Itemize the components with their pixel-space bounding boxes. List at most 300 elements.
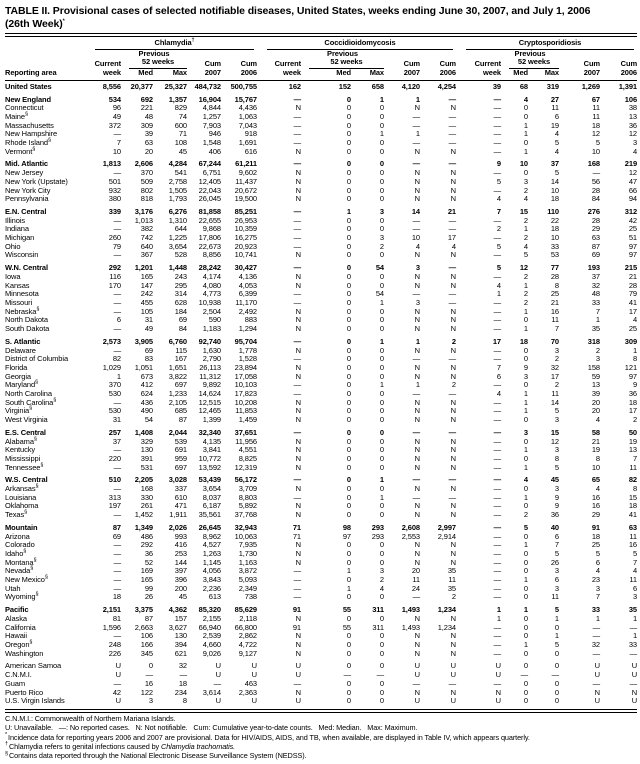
value-cell: 500,755 — [230, 81, 257, 91]
value-cell: N — [295, 640, 301, 649]
value-cell: 9,892 — [202, 380, 221, 390]
value-cell: — — [293, 206, 301, 216]
reporting-area-cell: Colorado — [5, 540, 35, 550]
value-cell: 3 — [379, 233, 384, 243]
value-cell: 1 — [415, 94, 420, 104]
value-cell: 257 — [108, 427, 121, 437]
value-cell: N — [414, 194, 420, 204]
value-cell: 1,183 — [202, 324, 221, 334]
value-cell: 0 — [346, 540, 351, 550]
value-cell: 22,043 — [198, 185, 221, 195]
current-label: Current — [274, 59, 301, 69]
value-cell: 69 — [591, 250, 600, 260]
value-cell: 406 — [208, 146, 221, 156]
value-cell: 673 — [140, 371, 153, 381]
value-cell: 276 — [587, 206, 600, 216]
value-cell: 6 — [595, 557, 600, 567]
value-cell: 193 — [587, 263, 600, 273]
value-cell: N — [295, 687, 301, 697]
table-row — [5, 494, 637, 503]
value-cell: 15 — [628, 492, 638, 502]
value-cell: N — [414, 648, 420, 658]
value-cell: 1 — [415, 380, 420, 390]
value-cell: — — [448, 263, 456, 273]
value-cell: — — [113, 324, 121, 334]
value-cell: — — [113, 557, 121, 567]
value-cell: N — [295, 194, 301, 204]
value-cell: 528 — [174, 250, 187, 260]
value-cell: U — [495, 696, 501, 706]
value-cell: 16 — [628, 540, 638, 550]
weeks52-label: 52 weeks — [301, 58, 384, 69]
value-cell: 4 — [554, 146, 559, 156]
value-cell: 48 — [144, 111, 153, 121]
table-row — [5, 139, 637, 148]
value-cell: 3 — [595, 583, 600, 593]
value-cell: N — [450, 540, 456, 550]
disease-coccidioidomycosis: Coccidioidomycosis — [257, 39, 456, 50]
reporting-area-cell: Alabama§ — [5, 436, 37, 446]
section-marker: § — [5, 750, 8, 757]
value-cell: 0 — [379, 185, 384, 195]
value-cell: N — [414, 436, 420, 446]
value-cell: 0 — [523, 613, 528, 623]
value-cell: 1,357 — [168, 94, 187, 104]
value-cell: 121 — [624, 362, 638, 372]
value-cell: 2,663 — [134, 622, 153, 632]
value-cell: 0 — [346, 306, 351, 316]
value-cell: 391 — [140, 453, 153, 463]
value-cell: — — [448, 427, 456, 437]
value-cell: 10,103 — [234, 380, 257, 390]
value-cell: 1,263 — [202, 548, 221, 558]
value-cell: 50 — [628, 427, 638, 437]
reporting-area-cell: Tennessee§ — [5, 462, 44, 472]
value-cell: 530 — [108, 389, 121, 399]
value-cell: N — [295, 548, 301, 558]
value-cell: 8,962 — [202, 531, 221, 541]
footnote-legend: U: Unavailable. —: No reported cases. N: Not notifiable. Cum: Cumulative year-to-date counts. Med: Median. Max: Maximum. — [5, 723, 418, 733]
value-cell: 19 — [628, 436, 638, 446]
value-cell: 66 — [628, 185, 638, 195]
reporting-area-cell: Idaho§ — [5, 548, 27, 558]
value-cell: 4 — [632, 315, 638, 325]
value-cell: 168 — [587, 159, 600, 169]
value-cell: 309 — [140, 120, 153, 130]
value-cell: 67 — [591, 94, 600, 104]
value-cell: 3 — [523, 176, 528, 186]
value-cell: 1,225 — [168, 233, 187, 243]
value-cell: 85,320 — [198, 605, 221, 615]
value-cell: 84 — [591, 194, 600, 204]
table-row — [5, 559, 637, 568]
value-cell: — — [293, 427, 301, 437]
value-cell: — — [113, 583, 121, 593]
value-cell: — — [412, 159, 420, 169]
value-cell: 4,135 — [202, 436, 221, 446]
value-cell: 13 — [628, 111, 638, 121]
value-cell: 658 — [371, 81, 384, 91]
value-cell: — — [493, 540, 501, 550]
value-cell: 946 — [208, 129, 221, 139]
value-cell: 4,056 — [202, 566, 221, 576]
value-cell: 54 — [375, 263, 384, 273]
value-cell: 0 — [379, 146, 384, 156]
value-cell: — — [493, 622, 501, 632]
value-cell: — — [293, 120, 301, 130]
value-cell: 1 — [523, 575, 528, 585]
value-cell: 10,938 — [198, 297, 221, 307]
value-cell: 110 — [547, 206, 559, 216]
value-cell: 25 — [591, 540, 600, 550]
value-cell: 0 — [379, 159, 384, 169]
value-cell: 261 — [140, 501, 153, 511]
table-row — [5, 624, 637, 633]
value-cell: 959 — [174, 453, 187, 463]
value-cell: 108 — [174, 138, 187, 148]
value-cell: 167 — [174, 354, 187, 364]
value-cell: 97 — [628, 371, 638, 381]
value-cell: 2,044 — [168, 427, 187, 437]
value-cell: 2,118 — [239, 613, 257, 623]
value-cell: 510 — [108, 475, 121, 485]
value-cell: 215 — [624, 263, 638, 273]
value-cell: 0 — [346, 557, 351, 567]
value-cell: 2,573 — [102, 336, 121, 346]
value-cell: 1 — [379, 336, 384, 346]
value-cell: 0 — [379, 315, 384, 325]
value-cell: 42 — [112, 687, 121, 697]
year-2007-label: 2007 — [187, 69, 221, 80]
table-row — [5, 550, 637, 559]
value-cell: 1,257 — [202, 111, 221, 121]
value-cell: 32,340 — [198, 427, 221, 437]
value-cell: 63 — [591, 233, 600, 243]
value-cell: 1,730 — [238, 548, 257, 558]
value-cell: 0 — [523, 354, 528, 364]
value-cell: 11 — [551, 103, 559, 113]
value-cell: 42 — [628, 215, 638, 225]
value-cell: 1 — [523, 280, 528, 290]
value-cell: 32 — [591, 280, 600, 290]
value-cell: 1 — [379, 94, 384, 104]
value-cell: 0 — [379, 224, 384, 234]
value-cell: N — [414, 445, 420, 455]
value-cell: 21 — [550, 297, 559, 307]
value-cell: N — [295, 484, 301, 494]
value-cell: 87 — [144, 613, 153, 623]
value-cell: 1,813 — [102, 159, 121, 169]
value-cell: 0 — [523, 315, 528, 325]
value-cell: 0 — [523, 648, 528, 658]
reporting-area-cell: C.N.M.I. — [5, 670, 32, 680]
value-cell: 0 — [523, 453, 528, 463]
value-cell: 36 — [628, 389, 638, 399]
value-cell: — — [113, 566, 121, 576]
value-cell: N — [295, 406, 301, 416]
value-cell: 36 — [144, 548, 153, 558]
value-cell: 1,691 — [238, 138, 257, 148]
value-cell: 99 — [144, 583, 153, 593]
value-cell: 9,127 — [238, 648, 257, 658]
value-cell: 7,935 — [238, 540, 257, 550]
value-cell: 17,806 — [198, 233, 221, 243]
value-cell: 130 — [174, 631, 187, 641]
value-cell: 311 — [372, 605, 384, 615]
value-cell: 15,767 — [234, 94, 257, 104]
value-cell: 0 — [346, 501, 351, 511]
value-cell: 3 — [554, 345, 559, 355]
value-cell: 918 — [244, 129, 257, 139]
value-cell: — — [493, 501, 501, 511]
cum-label: Cum — [620, 59, 638, 69]
value-cell: — — [448, 297, 456, 307]
value-cell: 0 — [379, 687, 384, 697]
value-cell: — — [493, 531, 501, 541]
value-cell: N — [295, 501, 301, 511]
value-cell: 802 — [140, 185, 153, 195]
table-row — [5, 204, 637, 217]
value-cell: 1 — [595, 315, 600, 325]
value-cell: N — [295, 103, 301, 113]
value-cell: 0 — [346, 129, 351, 139]
value-cell: — — [113, 224, 121, 234]
value-cell: 26,113 — [199, 362, 221, 372]
value-cell: 1,349 — [134, 522, 153, 532]
value-cell: 92,740 — [198, 336, 221, 346]
reporting-area-cell: E.S. Central — [5, 427, 46, 437]
value-cell: 26 — [550, 557, 559, 567]
table-row — [5, 533, 637, 542]
value-cell: 4,053 — [238, 280, 257, 290]
footnotes — [5, 714, 637, 760]
value-cell: — — [113, 540, 121, 550]
value-cell: 17 — [492, 336, 501, 346]
value-cell: — — [412, 592, 420, 602]
value-cell: 260 — [108, 233, 121, 243]
value-cell: 40 — [550, 522, 559, 532]
reporting-area-cell: Texas§ — [5, 509, 28, 520]
value-cell: 87 — [178, 415, 187, 425]
value-cell: 3,709 — [238, 484, 257, 494]
reporting-area-cell: Vermont§ — [5, 146, 36, 156]
value-cell: 2,758 — [168, 176, 187, 186]
value-cell: 0 — [346, 436, 351, 446]
value-cell: 7 — [496, 206, 501, 216]
value-cell: 27 — [550, 94, 559, 104]
value-cell: — — [113, 306, 121, 316]
reporting-area-cell: Florida — [5, 362, 28, 372]
value-cell: 81,858 — [198, 206, 221, 216]
value-cell: 23,894 — [234, 362, 257, 372]
value-cell: 0 — [523, 103, 528, 113]
value-cell: N — [295, 345, 301, 355]
value-cell: N — [414, 510, 420, 520]
value-cell: 71 — [292, 522, 301, 532]
value-cell: 15 — [550, 427, 559, 437]
value-cell: — — [493, 678, 501, 688]
reporting-area-cell: Montana§ — [5, 557, 37, 567]
value-cell: 14 — [550, 176, 559, 186]
value-cell: 3 — [379, 206, 384, 216]
value-cell: — — [493, 427, 501, 437]
value-cell: 4,551 — [238, 445, 257, 455]
value-cell: N — [631, 687, 638, 697]
value-cell: U — [115, 661, 121, 671]
value-cell: 1 — [496, 605, 501, 615]
value-cell: N — [414, 280, 420, 290]
value-cell: 19 — [550, 120, 559, 130]
value-cell: 0 — [554, 696, 559, 706]
reporting-area-cell: Connecticut — [5, 103, 44, 113]
value-cell: N — [414, 687, 420, 697]
value-cell: 0 — [346, 640, 351, 649]
value-cell: 0 — [523, 345, 528, 355]
value-cell: 0 — [379, 510, 384, 520]
value-cell: 18 — [591, 531, 600, 541]
value-cell: 11 — [551, 315, 559, 325]
value-cell: 0 — [346, 427, 351, 437]
value-cell: 25 — [550, 289, 559, 299]
value-cell: 6 — [554, 575, 559, 585]
table-row — [5, 355, 637, 364]
reporting-area-cell: Mountain — [5, 522, 38, 532]
value-cell: 10 — [591, 146, 600, 156]
value-cell: N — [450, 280, 456, 290]
value-cell: 2 — [379, 241, 384, 251]
value-cell: N — [295, 306, 301, 316]
value-cell: 33 — [591, 297, 600, 307]
value-cell: N — [295, 280, 301, 290]
table-row — [5, 92, 637, 105]
value-cell: 8,037 — [202, 492, 221, 502]
value-cell: 7 — [554, 324, 559, 334]
value-cell: 2,862 — [238, 631, 257, 641]
value-cell: — — [493, 103, 501, 113]
table-row — [5, 593, 637, 602]
value-cell: — — [293, 263, 301, 273]
value-cell: 96 — [112, 103, 121, 113]
previous-label: Previous — [514, 48, 546, 58]
table-row — [5, 671, 637, 680]
value-cell: — — [293, 380, 301, 390]
value-cell: 3,614 — [202, 687, 221, 697]
value-cell: N — [414, 631, 420, 641]
value-cell: 115 — [175, 345, 187, 355]
value-cell: 9,602 — [238, 168, 257, 178]
value-cell: 2,363 — [238, 687, 257, 697]
value-cell: 0 — [346, 271, 351, 281]
value-cell: 1 — [554, 631, 559, 641]
value-cell: 91 — [292, 622, 301, 632]
cum-label: Cum — [583, 59, 600, 69]
value-cell: 12,515 — [198, 397, 221, 407]
value-cell: 539 — [174, 436, 187, 446]
value-cell: 0 — [523, 484, 528, 494]
reporting-area-cell: Virginia§ — [5, 405, 33, 416]
table-row — [5, 290, 637, 299]
value-cell: — — [493, 324, 501, 334]
value-cell: 234 — [174, 687, 187, 697]
value-cell: 3,654 — [168, 241, 187, 251]
value-cell: — — [448, 475, 456, 485]
value-cell: — — [293, 475, 301, 485]
value-cell: 4 — [554, 129, 559, 139]
table-row — [5, 156, 637, 169]
value-cell: 55 — [342, 622, 351, 632]
value-cell: 5 — [554, 462, 559, 472]
table-row — [5, 425, 637, 438]
value-cell: 3,822 — [168, 371, 187, 381]
value-cell: 85,251 — [234, 206, 257, 216]
value-cell: 1,452 — [134, 510, 153, 520]
value-cell: 53,439 — [198, 475, 221, 485]
value-cell: 471 — [174, 501, 187, 511]
value-cell: 0 — [346, 168, 351, 178]
value-cell: U — [594, 670, 600, 680]
reporting-area-cell: Massachusetts — [5, 120, 54, 130]
value-cell: — — [493, 557, 501, 567]
value-cell: 0 — [523, 696, 528, 706]
value-cell: 293 — [371, 522, 384, 532]
table-row — [5, 80, 637, 91]
value-cell: 4,120 — [401, 81, 420, 91]
current-52weeks-cum-row — [5, 58, 637, 69]
value-cell: 106 — [624, 94, 638, 104]
value-cell: N — [450, 640, 456, 649]
value-cell: 2,553 — [401, 531, 420, 541]
value-cell: 26,953 — [234, 215, 257, 225]
value-cell: 17 — [550, 371, 559, 381]
reporting-area-cell: Missouri — [5, 297, 33, 307]
value-cell: 0 — [523, 687, 528, 697]
value-cell: N — [414, 362, 420, 372]
value-cell: 0 — [523, 415, 528, 425]
value-cell: 7 — [632, 557, 638, 567]
value-cell: 0 — [379, 453, 384, 463]
value-cell: 0 — [379, 168, 384, 178]
value-cell: 1,493 — [401, 605, 420, 615]
value-cell: 18 — [519, 336, 528, 346]
value-cell: 2,504 — [202, 306, 221, 316]
value-cell: 29 — [591, 510, 600, 520]
table-row — [5, 187, 637, 196]
value-cell: 4 — [523, 194, 528, 204]
value-cell: 4,080 — [202, 280, 221, 290]
value-cell: 5 — [595, 548, 600, 558]
value-cell: 49 — [112, 111, 121, 121]
value-cell: 0 — [379, 194, 384, 204]
value-cell: 116 — [109, 271, 121, 281]
footnote-section: §Contains data reported through the National Electronic Disease Surveillance System (NEDSS). — [5, 750, 307, 761]
value-cell: 0 — [379, 371, 384, 381]
value-cell: 2 — [523, 297, 528, 307]
value-cell: 2 — [451, 336, 456, 346]
value-cell: 97 — [628, 241, 638, 251]
value-cell: 12,319 — [234, 462, 257, 472]
value-cell: 4,174 — [202, 271, 221, 281]
value-cell: N — [295, 453, 301, 463]
value-cell: U — [215, 670, 221, 680]
value-cell: — — [343, 670, 351, 680]
value-cell: 2,349 — [238, 583, 257, 593]
value-cell: U — [495, 670, 501, 680]
value-cell: N — [414, 306, 420, 316]
value-cell: 1 — [379, 297, 384, 307]
value-cell: 2 — [523, 233, 528, 243]
value-cell: 0 — [346, 324, 351, 334]
value-cell: 1,269 — [581, 81, 600, 91]
